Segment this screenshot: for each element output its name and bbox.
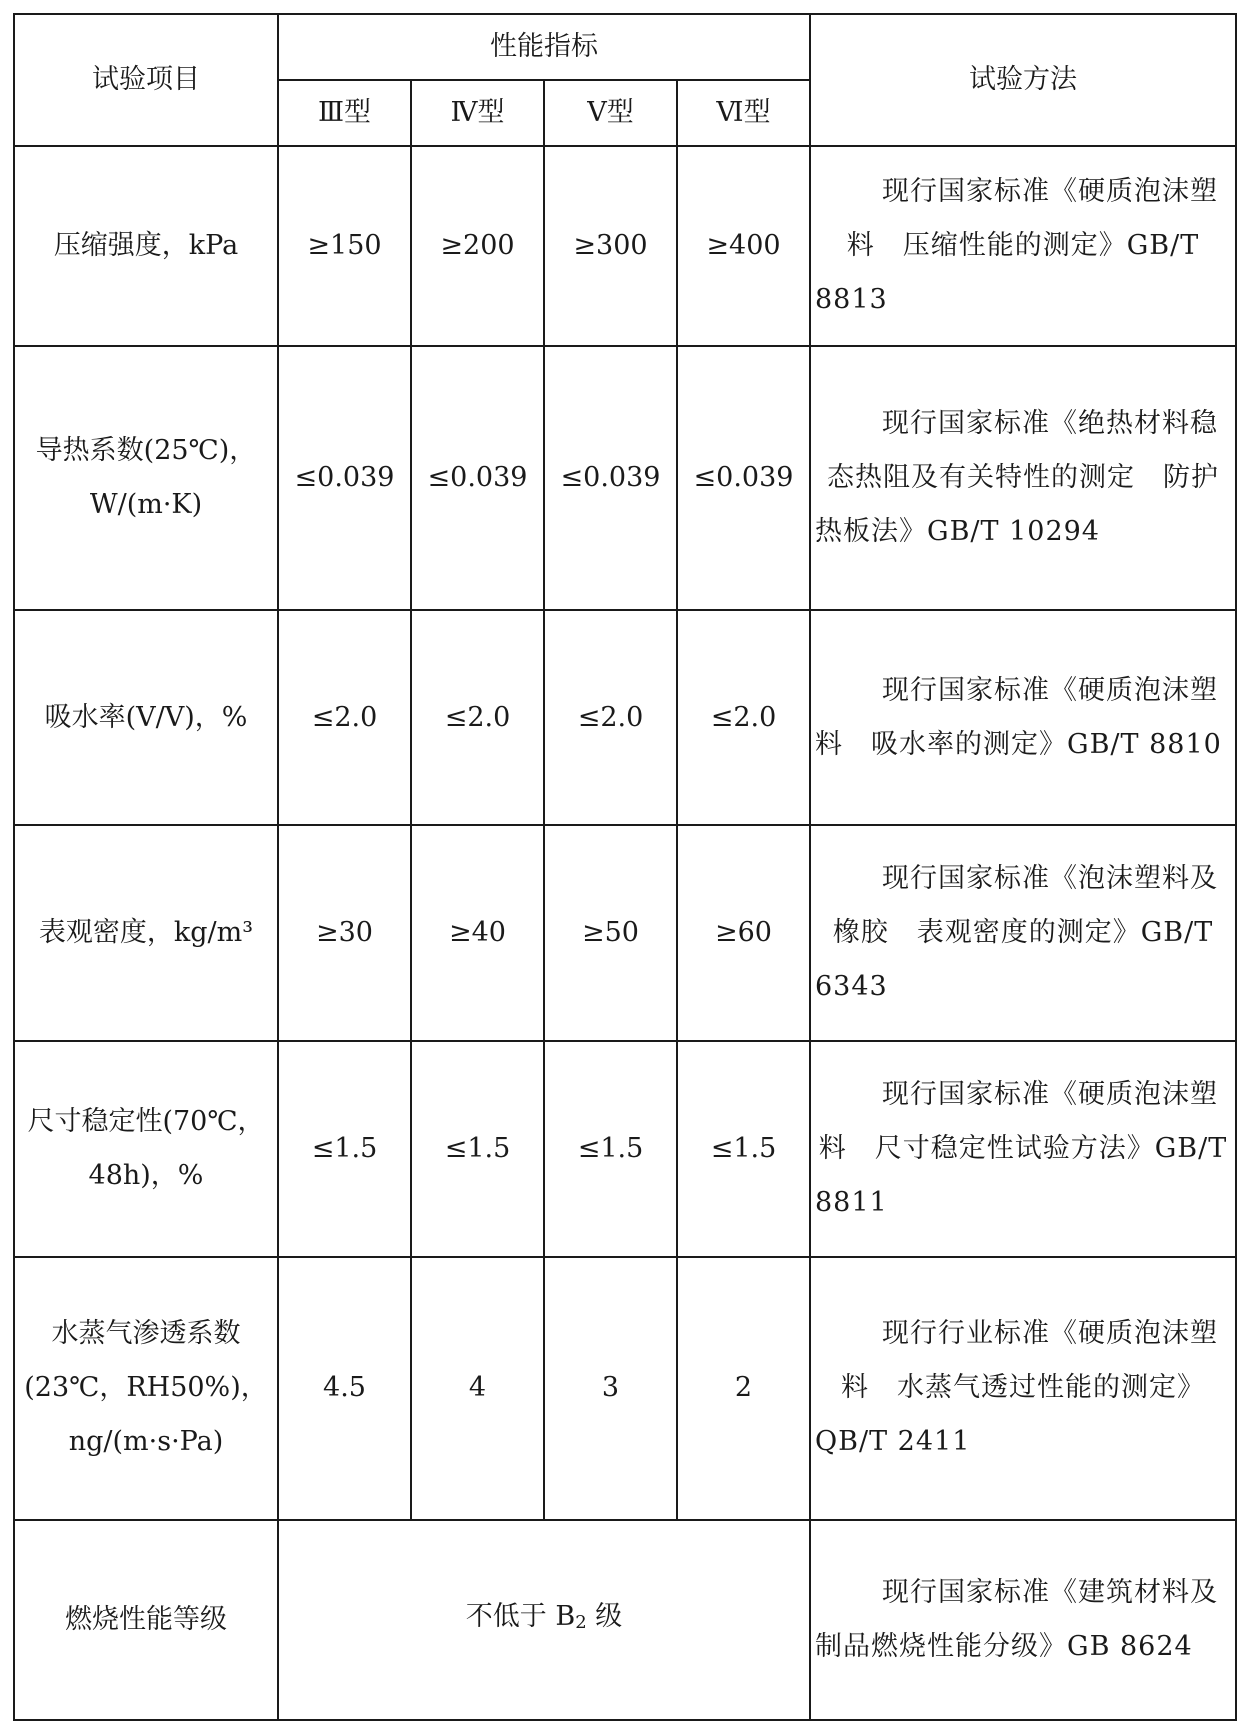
row-item: 水蒸气渗透系数(23℃，RH50%)，ng/(m·s·Pa) — [14, 1257, 278, 1521]
header-type-v: Ⅴ型 — [544, 80, 677, 146]
table-row — [14, 1041, 1236, 1257]
row-value: ≤1.5 — [544, 1041, 677, 1257]
row-value: ≥400 — [677, 146, 810, 346]
row-value: ≥30 — [278, 825, 411, 1041]
table-row — [14, 346, 1236, 610]
row-method: 现行国家标准《泡沫塑料及橡胶 表观密度的测定》GB/T 6343 — [810, 825, 1236, 1041]
row-item: 导热系数(25℃)，W/(m·K) — [14, 346, 278, 610]
row-value: ≤1.5 — [411, 1041, 544, 1257]
row-value: ≤0.039 — [411, 346, 544, 610]
table-row-combustion — [14, 1520, 1236, 1720]
row-value: ≥50 — [544, 825, 677, 1041]
header-performance: 性能指标 — [278, 14, 810, 80]
row-value: ≤0.039 — [278, 346, 411, 610]
row-value: ≤2.0 — [411, 610, 544, 826]
header-type-iii: Ⅲ型 — [278, 80, 411, 146]
row-value: 2 — [677, 1257, 810, 1521]
row-method: 现行国家标准《建筑材料及制品燃烧性能分级》GB 8624 — [810, 1520, 1236, 1720]
row-value: ≤0.039 — [544, 346, 677, 610]
row-item: 压缩强度，kPa — [14, 146, 278, 346]
header-item: 试验项目 — [14, 14, 278, 146]
row-value: 4.5 — [278, 1257, 411, 1521]
row-method: 现行国家标准《硬质泡沫塑料 压缩性能的测定》GB/T 8813 — [810, 146, 1236, 346]
row-method: 现行国家标准《绝热材料稳态热阻及有关特性的测定 防护热板法》GB/T 10294 — [810, 346, 1236, 610]
row-value: ≤1.5 — [278, 1041, 411, 1257]
row-value: ≥300 — [544, 146, 677, 346]
row-value: ≤1.5 — [677, 1041, 810, 1257]
row-item: 燃烧性能等级 — [14, 1520, 278, 1720]
row-method: 现行国家标准《硬质泡沫塑料 尺寸稳定性试验方法》GB/T 8811 — [810, 1041, 1236, 1257]
table-row — [14, 146, 1236, 346]
row-item: 吸水率(V/V)，% — [14, 610, 278, 826]
row-value: ≤2.0 — [677, 610, 810, 826]
header-row — [14, 14, 1236, 80]
row-value: ≥40 — [411, 825, 544, 1041]
row-value: ≤2.0 — [278, 610, 411, 826]
row-value: ≥150 — [278, 146, 411, 346]
row-item: 尺寸稳定性(70℃，48h)，% — [14, 1041, 278, 1257]
performance-table — [13, 13, 1237, 1721]
row-value: ≥200 — [411, 146, 544, 346]
row-value-merged: 不低于 B2 级 — [278, 1520, 810, 1720]
header-type-iv: Ⅳ型 — [411, 80, 544, 146]
table-row — [14, 825, 1236, 1041]
row-method: 现行行业标准《硬质泡沫塑料 水蒸气透过性能的测定》QB/T 2411 — [810, 1257, 1236, 1521]
row-item: 表观密度，kg/m³ — [14, 825, 278, 1041]
table-row — [14, 1257, 1236, 1521]
row-method: 现行国家标准《硬质泡沫塑料 吸水率的测定》GB/T 8810 — [810, 610, 1236, 826]
row-value: ≤0.039 — [677, 346, 810, 610]
row-value: ≤2.0 — [544, 610, 677, 826]
header-type-vi: Ⅵ型 — [677, 80, 810, 146]
row-value: ≥60 — [677, 825, 810, 1041]
table-row — [14, 610, 1236, 826]
row-value: 3 — [544, 1257, 677, 1521]
header-method: 试验方法 — [810, 14, 1236, 146]
row-value: 4 — [411, 1257, 544, 1521]
